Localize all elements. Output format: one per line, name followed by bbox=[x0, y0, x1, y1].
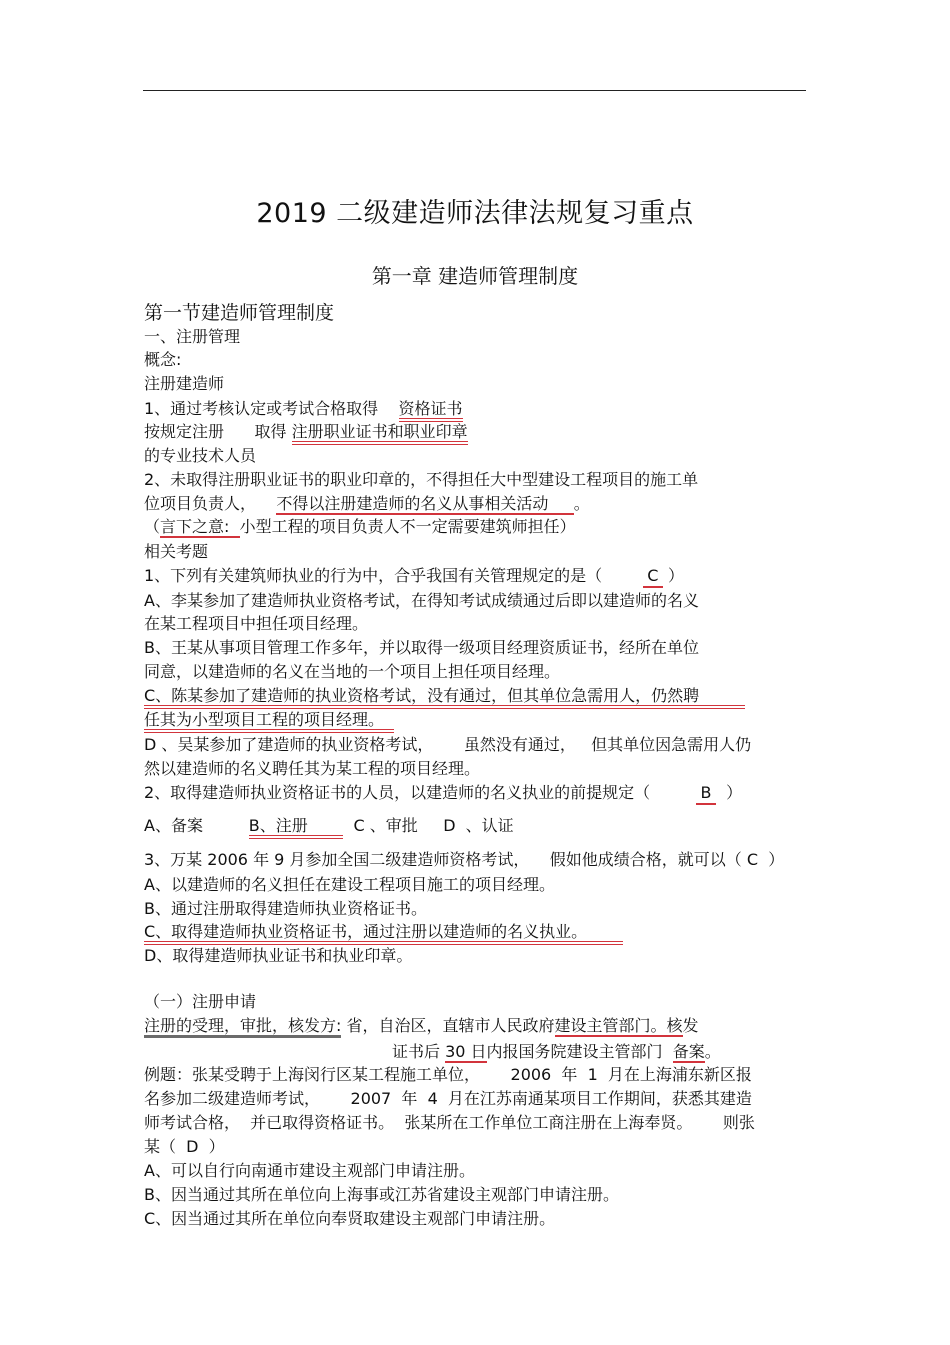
gray-underline-mark: 注册的受理，审批，核发方: bbox=[144, 1016, 341, 1038]
red-underline-mark: 30 日 bbox=[445, 1042, 487, 1061]
text-line: 注册建造师 bbox=[144, 374, 225, 393]
option-line: A、备案 B、注册 C 、审批 D 、认证 bbox=[144, 816, 514, 836]
text-line: 证书后 30 日内报国务院建设主管部门 备案。 bbox=[392, 1042, 721, 1061]
option-line: B、王某从事项目管理工作多年，并以取得一级项目经理资质证书，经所在单位 bbox=[144, 638, 699, 657]
option-line: A、以建造师的名义担任在建设工程项目施工的项目经理。 bbox=[144, 875, 555, 894]
option-line: A、可以自行向南通市建设主观部门申请注册。 bbox=[144, 1161, 475, 1180]
option-line: B、通过注册取得建造师执业资格证书。 bbox=[144, 899, 427, 918]
red-underline-mark: 资格证书 bbox=[399, 399, 463, 422]
text-line: 注册的受理，审批，核发方: 省，自治区，直辖市人民政府建设主管部门。核发 bbox=[144, 1016, 699, 1036]
red-underline-mark: 注册职业证书和职业印章 bbox=[292, 422, 468, 445]
red-underline-mark: C、陈某参加了建造师的执业资格考试，没有通过，但其单位急需用人，仍然聘 bbox=[144, 686, 745, 709]
option-line-correct bbox=[144, 686, 745, 706]
text-line: 按规定注册 取得 注册职业证书和职业印章 bbox=[144, 422, 468, 442]
answer-mark: B bbox=[696, 783, 716, 805]
concept-label: 概念: bbox=[144, 350, 182, 369]
red-underline-mark: 不得以注册建造师的名义从事相关活动 bbox=[276, 494, 574, 513]
option-line: D 、吴某参加了建造师的执业资格考试， 虽然没有通过， 但其单位因急需用人仍 bbox=[144, 735, 752, 754]
text-line: 的专业技术人员 bbox=[144, 446, 257, 465]
example-line: 某（ D ） bbox=[144, 1137, 225, 1156]
red-underline-mark: 任其为小型项目工程的项目经理。 bbox=[144, 710, 394, 733]
answer-mark: C bbox=[643, 566, 663, 588]
option-line: 在某工程项目中担任项目经理。 bbox=[144, 614, 369, 633]
option-line: C、因当通过其所在单位向奉贤取建设主观部门申请注册。 bbox=[144, 1209, 556, 1228]
option-line: A、李某参加了建造师执业资格考试，在得知考试成绩通过后即以建造师的名义 bbox=[144, 591, 699, 610]
header-rule bbox=[143, 90, 806, 91]
document-title: 2019 二级建造师法律法规复习重点 bbox=[256, 198, 694, 229]
red-underline-mark: 备案 bbox=[672, 1042, 705, 1061]
red-underline-mark: 言下之意: bbox=[160, 517, 240, 536]
related-questions-heading: 相关考题 bbox=[144, 542, 209, 561]
chapter-heading: 第一章 建造师管理制度 bbox=[371, 264, 579, 288]
red-underline-mark: B、注册 bbox=[249, 816, 344, 839]
option-line-correct bbox=[144, 922, 623, 942]
option-line: B、因当通过其所在单位向上海事或江苏省建设主观部门申请注册。 bbox=[144, 1185, 619, 1204]
text-line: （言下之意: 小型工程的项目负责人不一定需要建筑师担任） bbox=[144, 517, 576, 536]
option-line-correct bbox=[144, 710, 394, 730]
heading-registration-application: （一）注册申请 bbox=[144, 992, 257, 1011]
text-line: 2、未取得注册职业证书的职业印章的，不得担任大中型建设工程项目的施工单 bbox=[144, 470, 699, 489]
red-underline-mark: C、取得建造师执业资格证书，通过注册以建造师的名义执业。 bbox=[144, 922, 623, 945]
option-line: 然以建造师的名义聘任其为某工程的项目经理。 bbox=[144, 759, 481, 778]
example-line: 名参加二级建造师考试， 2007 年 4 月在江苏南通某项目工作期间，获悉其建造 bbox=[144, 1089, 752, 1108]
question-3: 3、万某 2006 年 9 月参加全国二级建造师资格考试， 假如他成绩合格，就可以（ C ） bbox=[144, 850, 785, 869]
text-line: 1、通过考核认定或考试合格取得 资格证书 bbox=[144, 399, 463, 419]
question-2: 2、取得建造师执业资格证书的人员，以建造师的名义执业的前提规定（ B ） bbox=[144, 783, 742, 805]
red-underline-mark: 建设主管部门。核 bbox=[554, 1016, 683, 1035]
question-1: 1、下列有关建筑师执业的行为中，合乎我国有关管理规定的是（ C ） bbox=[144, 566, 684, 588]
example-line: 例题：张某受聘于上海闵行区某工程施工单位， 2006 年 1 月在上海浦东新区报 bbox=[144, 1065, 752, 1084]
example-line: 师考试合格， 并已取得资格证书。 张某所在工作单位工商注册在上海奉贤。 则张 bbox=[144, 1113, 755, 1132]
option-line: 同意，以建造师的名义在当地的一个项目上担任项目经理。 bbox=[144, 662, 561, 681]
section-heading: 第一节建造师管理制度 bbox=[144, 302, 335, 324]
option-line: D、取得建造师执业证书和执业印章。 bbox=[144, 946, 413, 965]
heading-registration-management: 一、注册管理 bbox=[144, 327, 241, 346]
text-line: 位项目负责人， 不得以注册建造师的名义从事相关活动 。 bbox=[144, 494, 590, 513]
